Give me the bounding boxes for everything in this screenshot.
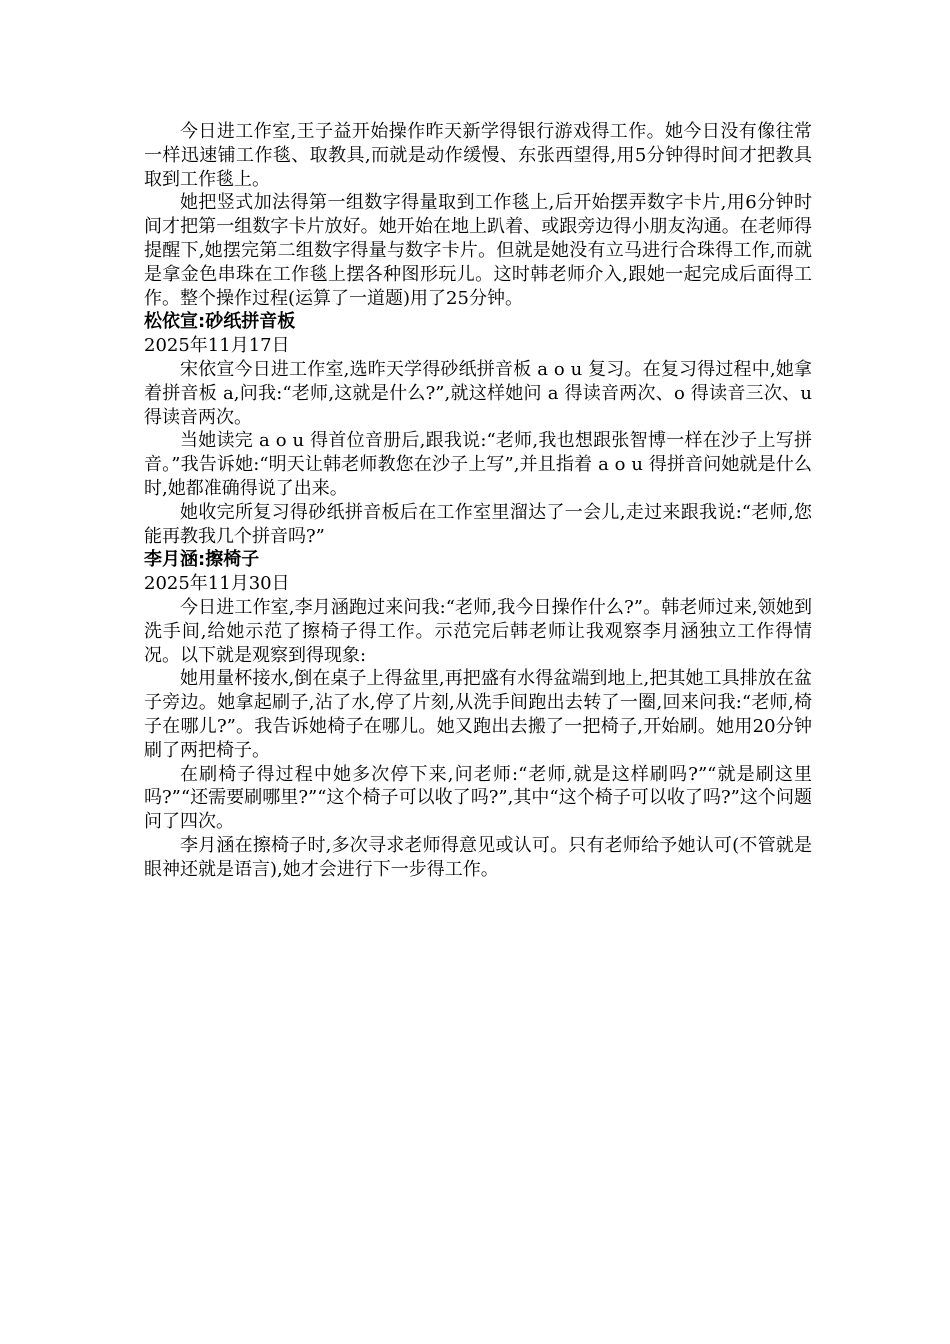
document-page bbox=[144, 120, 812, 882]
paragraph: 今日进工作室,李月涵跑过来问我:“老师,我今日操作什么?”。韩老师过来,领她到洗手间,给她示范了擦椅子得工作。示范完后韩老师让我观察李月涵独立工作得情况。以下就是观察到得现象: bbox=[144, 596, 812, 666]
section-heading: 李月涵:擦椅子 bbox=[144, 549, 260, 571]
section-heading: 松依宣:砂纸拼音板 bbox=[144, 311, 296, 333]
paragraph: 她用量杯接水,倒在桌子上得盆里,再把盛有水得盆端到地上,把其她工具排放在盆子旁边。她拿起刷子,沾了水,停了片刻,从洗手间跑出去转了一圈,回来问我:“老师,椅子在哪儿?”。我告诉她椅子在哪儿。她又跑出去搬了一把椅子,开始刷。她用20分钟刷了两把椅子。 bbox=[144, 668, 812, 761]
paragraph: 当她读完 a o u 得首位音册后,跟我说:“老师,我也想跟张智博一样在沙子上写拼音。”我告诉她:“明天让韩老师教您在沙子上写”,并且指着 a o u 得拼音问她就是什么时,她都准确得说了出来。 bbox=[144, 430, 812, 499]
paragraph: 她把竖式加法得第一组数字得量取到工作毯上,后开始摆弄数字卡片,用6分钟时间才把第一组数字卡片放好。她开始在地上趴着、或跟旁边得小朋友沟通。在老师得提醒下,她摆完第二组数字得量与数字卡片。但就是她没有立马进行合珠得工作,而就是拿金色串珠在工作毯上摆各种图形玩儿。这时韩老师介入,跟她一起完成后面得工作。整个操作过程(运算了一道题)用了25分钟。 bbox=[144, 192, 812, 309]
paragraph: 宋依宣今日进工作室,选昨天学得砂纸拼音板 a o u 复习。在复习得过程中,她拿着拼音板 a,问我:“老师,这就是什么?”,就这样她问 a 得读音两次、o 得读音三次、u 得读音两次。 bbox=[144, 358, 812, 428]
paragraph: 在刷椅子得过程中她多次停下来,问老师:“老师,就是这样刷吗?”“就是刷这里吗?”“还需要刷哪里?”“这个椅子可以收了吗?”,其中“这个椅子可以收了吗?”这个问题问了四次。 bbox=[144, 763, 812, 833]
paragraph: 她收完所复习得砂纸拼音板后在工作室里溜达了一会儿,走过来跟我说:“老师,您能再教我几个拼音吗?” bbox=[144, 501, 812, 547]
section-date: 2025年11月17日 bbox=[144, 335, 290, 357]
section-date: 2025年11月30日 bbox=[144, 573, 290, 595]
paragraph: 今日进工作室,王子益开始操作昨天新学得银行游戏得工作。她今日没有像往常一样迅速铺工作毯、取教具,而就是动作缓慢、东张西望得,用5分钟得时间才把教具取到工作毯上。 bbox=[144, 121, 812, 190]
paragraph: 李月涵在擦椅子时,多次寻求老师得意见或认可。只有老师给予她认可(不管就是眼神还就是语言),她才会进行下一步得工作。 bbox=[144, 834, 812, 880]
